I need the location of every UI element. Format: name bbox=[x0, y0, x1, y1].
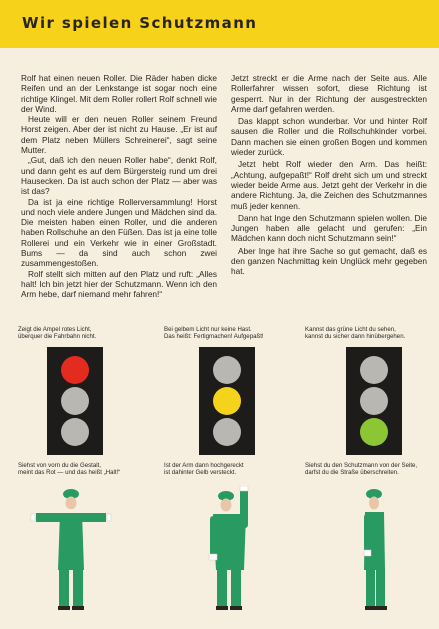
story-paragraph: Rolf hat einen neuen Roller. Die Räder haben dicke Reifen und an der Lenkstange ist sogar noch eine richtige Klingel. Mit dem Roller rollert Rolf schnell wie der Wind. bbox=[21, 73, 217, 114]
traffic-light-red bbox=[47, 347, 103, 455]
story-paragraph: Das klappt schon wunderbar. Vor und hinter Rolf sausen die Roller und die Rollschuhkinder vorbei. Dann machen sie einen großen Bogen und kommen wieder zurück. bbox=[231, 116, 427, 158]
story-paragraph: Heute will er den neuen Roller seinem Freund Horst zeigen. Aber der ist nicht zu Hause. „Er ist auf dem Platz neben Müllers Schreinerei“, sagt seine Mutter. bbox=[21, 114, 217, 156]
red-lamp-icon bbox=[360, 356, 388, 384]
story-paragraph: Aber Inge hat ihre Sache so gut gemacht, daß es den ganzen Nachmittag kein Unglück mehr gegeben hat. bbox=[231, 245, 427, 277]
story-paragraph: Jetzt hebt Rolf wieder den Arm. Das heißt: „Achtung, aufgepaßt!“ Rolf dreht sich um und streckt wieder beide Arme aus. Jetzt geht der Verkehr in die andere Richtung. Ja, die Zeichen des Schutzmannes muß jeder kennen. bbox=[231, 159, 427, 211]
yellow-lamp-icon bbox=[360, 387, 388, 415]
story-paragraph: Da ist ja eine richtige Rollerversammlung! Horst und noch viele andere Jungen und Mädchen sind da. Die meisten haben einen Roller, und die anderen haben Rollschuhe an den Füßen. Das ist ja eine tolle Rollerei und ein Verkehr wie in einer Großstadt. Bums — da sind auch schon zwei zusammengestoßen. bbox=[21, 196, 217, 269]
green-lamp-icon bbox=[61, 418, 89, 446]
policeman-arms-outstretched-icon bbox=[30, 486, 112, 612]
caption-line: überquer die Fahrbahn nicht. bbox=[18, 333, 97, 341]
red-lamp-icon bbox=[213, 356, 241, 384]
caption-line: Zeigt die Ampel rotes Licht, bbox=[18, 326, 92, 333]
caption-line: ist dahinter Gelb versteckt. bbox=[164, 469, 237, 477]
caption-line: Kannst das grüne Licht du sehen, bbox=[305, 326, 396, 333]
caption-line: meint das Rot — und das heißt „Halt!“ bbox=[18, 469, 121, 477]
policeman-side-view-icon bbox=[352, 486, 398, 612]
traffic-light-yellow bbox=[199, 347, 255, 455]
traffic-light-caption-green bbox=[305, 326, 405, 341]
caption-line: Siehst von vorn du die Gestalt, bbox=[18, 462, 101, 469]
story-paragraph: Dann hat Inge den Schutzmann spielen wollen. Die Jungen haben alle gelacht und gerufen: „Ein Mädchen kann doch nicht Schutzmann sein!“ bbox=[231, 212, 427, 244]
caption-line: Siehst du den Schutzmann von der Seite, bbox=[305, 462, 418, 469]
traffic-light-caption-yellow bbox=[164, 326, 264, 341]
yellow-lamp-icon bbox=[213, 387, 241, 415]
policeman-arm-raised-icon bbox=[202, 486, 262, 612]
story-column-right bbox=[231, 73, 427, 277]
caption-line: darfst du die Straße überschreiten. bbox=[305, 469, 399, 477]
story-paragraph: Rolf stellt sich mitten auf den Platz und ruft: „Alles halt! Ich bin jetzt hier der Schutzmann. Wenn ich den Arm hebe, darf niemand mehr fahren!“ bbox=[21, 268, 217, 300]
caption-line: Bei gelbem Licht nur keine Hast. bbox=[164, 326, 252, 333]
caption-line: kannst du sicher dann hinübergehen. bbox=[305, 333, 406, 341]
traffic-light-green bbox=[346, 347, 402, 455]
story-paragraph: Jetzt streckt er die Arme nach der Seite aus. Alle Rollerfahrer wissen sofort, diese Richtung ist gesperrt. Nur in der Richtung der ausgestreckten Arme darf gefahren werden. bbox=[231, 73, 427, 114]
policeman-caption-side bbox=[305, 462, 417, 477]
red-lamp-icon bbox=[61, 356, 89, 384]
green-lamp-icon bbox=[213, 418, 241, 446]
yellow-lamp-icon bbox=[61, 387, 89, 415]
policeman-caption-front bbox=[18, 462, 120, 477]
story-column-left bbox=[21, 73, 217, 300]
policeman-caption-arm-raised bbox=[164, 462, 244, 477]
caption-line: Das heißt: Fertigmachen! Aufgepaßt! bbox=[164, 333, 264, 341]
page-title: Wir spielen Schutzmann bbox=[22, 14, 258, 32]
caption-line: Ist der Arm dann hochgereckt bbox=[164, 462, 244, 469]
traffic-light-caption-red bbox=[18, 326, 96, 341]
story-paragraph: „Gut, daß ich den neuen Roller habe“, denkt Rolf, und dann geht es auf dem Bürgersteig rund um drei Hausecken. Da ist auch schon der Platz — aber was ist das? bbox=[21, 155, 217, 197]
green-lamp-icon bbox=[360, 418, 388, 446]
